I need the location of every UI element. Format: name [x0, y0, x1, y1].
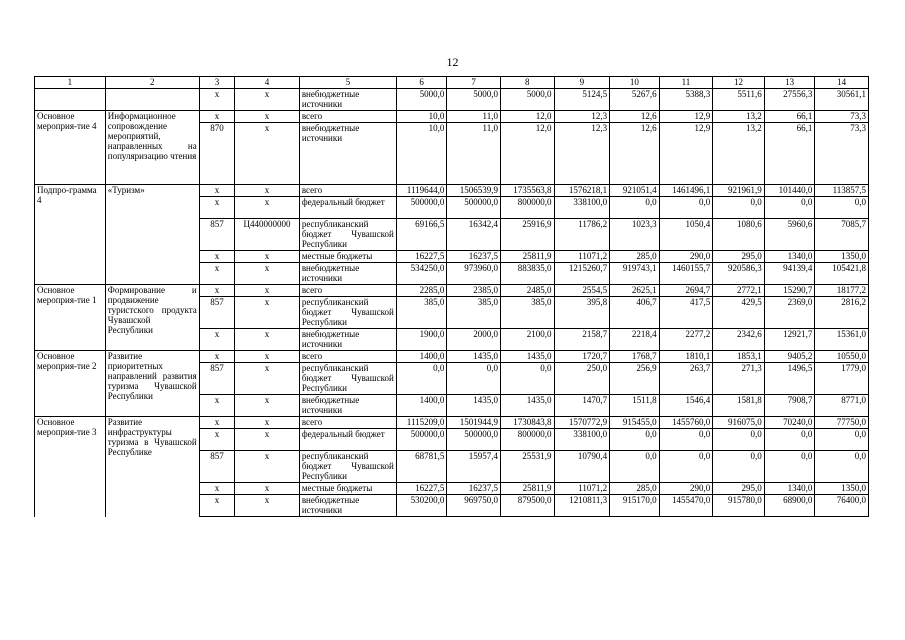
value-cell: 919743,1 [610, 263, 660, 285]
value-cell: 338100,0 [554, 429, 610, 451]
value-cell: 1023,3 [610, 219, 660, 251]
value-cell: 800000,0 [500, 197, 554, 219]
value-cell: 11,0 [447, 123, 501, 185]
value-cell: 12,9 [659, 111, 713, 123]
funding-source-cell: внебюджетные источники [299, 89, 396, 111]
event-name-cell: Основное мероприя-тие 1 [35, 285, 106, 351]
code-grbs-cell: х [199, 495, 234, 517]
value-cell: 1470,7 [554, 395, 610, 417]
value-cell: 13,2 [713, 123, 765, 185]
value-cell: 101440,0 [764, 185, 815, 197]
value-cell: 2158,7 [554, 329, 610, 351]
funding-source-cell: местные бюджеты [299, 483, 396, 495]
value-cell: 15957,4 [447, 451, 501, 483]
value-cell: 0,0 [713, 197, 765, 219]
event-description-cell: Развитие приоритетных направлений развития туризма Чувашской Республики [105, 351, 199, 417]
table-row [35, 111, 869, 123]
column-number: 9 [554, 77, 610, 89]
value-cell: 0,0 [764, 197, 815, 219]
value-cell: 295,0 [713, 251, 765, 263]
value-cell: 5000,0 [447, 89, 501, 111]
value-cell: 290,0 [659, 251, 713, 263]
value-cell: 921051,4 [610, 185, 660, 197]
value-cell: 406,7 [610, 297, 660, 329]
code-grbs-cell: 870 [199, 123, 234, 185]
value-cell: 1460155,7 [659, 263, 713, 285]
value-cell: 73,3 [815, 123, 869, 185]
value-cell: 1350,0 [815, 251, 869, 263]
code-grbs-cell: х [199, 111, 234, 123]
code-target-cell: х [235, 395, 300, 417]
code-target-cell: х [235, 351, 300, 363]
value-cell: 16237,5 [447, 483, 501, 495]
value-cell: 385,0 [500, 297, 554, 329]
column-number: 3 [199, 77, 234, 89]
event-description-cell: «Туризм» [105, 185, 199, 285]
value-cell: 12921,7 [764, 329, 815, 351]
code-target-cell: х [235, 263, 300, 285]
column-number: 12 [713, 77, 765, 89]
value-cell: 11071,2 [554, 251, 610, 263]
value-cell: 1115209,0 [396, 417, 447, 429]
value-cell: 5000,0 [500, 89, 554, 111]
value-cell: 500000,0 [447, 429, 501, 451]
funding-source-cell: внебюджетные источники [299, 263, 396, 285]
value-cell: 0,0 [764, 429, 815, 451]
value-cell: 0,0 [500, 363, 554, 395]
header-row [35, 77, 869, 89]
funding-source-cell: республиканский бюджет Чувашской Республики [299, 363, 396, 395]
value-cell: 1496,5 [764, 363, 815, 395]
value-cell: 0,0 [610, 197, 660, 219]
funding-source-cell: внебюджетные источники [299, 329, 396, 351]
value-cell: 1435,0 [447, 395, 501, 417]
value-cell: 0,0 [659, 197, 713, 219]
value-cell: 1511,8 [610, 395, 660, 417]
code-grbs-cell: 857 [199, 451, 234, 483]
value-cell: 1900,0 [396, 329, 447, 351]
code-grbs-cell: х [199, 89, 234, 111]
code-grbs-cell: х [199, 263, 234, 285]
value-cell: 1461496,1 [659, 185, 713, 197]
code-grbs-cell: х [199, 483, 234, 495]
value-cell: 250,0 [554, 363, 610, 395]
column-number: 13 [764, 77, 815, 89]
code-target-cell: х [235, 89, 300, 111]
value-cell: 338100,0 [554, 197, 610, 219]
funding-source-cell: федеральный бюджет [299, 429, 396, 451]
funding-source-cell: внебюджетные источники [299, 123, 396, 185]
value-cell: 1435,0 [500, 351, 554, 363]
value-cell: 2285,0 [396, 285, 447, 297]
value-cell: 1570772,9 [554, 417, 610, 429]
value-cell: 16342,4 [447, 219, 501, 251]
value-cell: 1581,8 [713, 395, 765, 417]
column-number: 11 [659, 77, 713, 89]
event-description-cell: Информационное сопровождение мероприятий, направленных на популяризацию чтения [105, 111, 199, 185]
value-cell: 1400,0 [396, 395, 447, 417]
value-cell: 1340,0 [764, 251, 815, 263]
event-name-cell: Подпро-грамма 4 [35, 185, 106, 285]
value-cell: 1730843,8 [500, 417, 554, 429]
column-number: 2 [105, 77, 199, 89]
code-grbs-cell: х [199, 417, 234, 429]
value-cell: 0,0 [610, 429, 660, 451]
funding-source-cell: всего [299, 111, 396, 123]
value-cell: 10550,0 [815, 351, 869, 363]
value-cell: 290,0 [659, 483, 713, 495]
value-cell: 2100,0 [500, 329, 554, 351]
value-cell: 25811,9 [500, 483, 554, 495]
funding-source-cell: федеральный бюджет [299, 197, 396, 219]
value-cell: 969750,0 [447, 495, 501, 517]
value-cell: 0,0 [815, 197, 869, 219]
value-cell: 8771,0 [815, 395, 869, 417]
code-grbs-cell: х [199, 185, 234, 197]
value-cell: 2342,6 [713, 329, 765, 351]
value-cell: 10,0 [396, 111, 447, 123]
value-cell: 5267,6 [610, 89, 660, 111]
code-target-cell: х [235, 329, 300, 351]
value-cell: 0,0 [713, 451, 765, 483]
funding-source-cell: всего [299, 285, 396, 297]
value-cell: 105421,8 [815, 263, 869, 285]
budget-table [34, 76, 869, 517]
table-row [35, 285, 869, 297]
value-cell: 12,0 [500, 111, 554, 123]
event-name-cell: Основное мероприя-тие 4 [35, 111, 106, 185]
value-cell: 1400,0 [396, 351, 447, 363]
column-number: 14 [815, 77, 869, 89]
value-cell: 915780,0 [713, 495, 765, 517]
table-row [35, 89, 869, 111]
value-cell: 0,0 [815, 429, 869, 451]
value-cell: 15290,7 [764, 285, 815, 297]
value-cell: 1506539,9 [447, 185, 501, 197]
value-cell: 385,0 [396, 297, 447, 329]
value-cell: 1501944,9 [447, 417, 501, 429]
value-cell: 5000,0 [396, 89, 447, 111]
code-grbs-cell: х [199, 251, 234, 263]
value-cell: 1853,1 [713, 351, 765, 363]
code-target-cell: х [235, 417, 300, 429]
value-cell: 70240,0 [764, 417, 815, 429]
value-cell: 271,3 [713, 363, 765, 395]
value-cell: 1215260,7 [554, 263, 610, 285]
value-cell: 1119644,0 [396, 185, 447, 197]
value-cell: 9405,2 [764, 351, 815, 363]
value-cell: 2625,1 [610, 285, 660, 297]
column-number: 5 [299, 77, 396, 89]
value-cell: 1080,6 [713, 219, 765, 251]
funding-source-cell: внебюджетные источники [299, 495, 396, 517]
value-cell: 12,3 [554, 111, 610, 123]
value-cell: 500000,0 [447, 197, 501, 219]
code-grbs-cell: х [199, 329, 234, 351]
code-target-cell: х [235, 297, 300, 329]
value-cell: 1350,0 [815, 483, 869, 495]
code-target-cell: х [235, 197, 300, 219]
value-cell: 2485,0 [500, 285, 554, 297]
table-row [35, 185, 869, 197]
event-name-cell: Основное мероприя-тие 3 [35, 417, 106, 517]
code-grbs-cell: х [199, 197, 234, 219]
code-target-cell: х [235, 451, 300, 483]
value-cell: 0,0 [396, 363, 447, 395]
event-description-cell [105, 89, 199, 111]
value-cell: 16227,5 [396, 483, 447, 495]
value-cell: 295,0 [713, 483, 765, 495]
code-grbs-cell: 857 [199, 219, 234, 251]
code-grbs-cell: х [199, 429, 234, 451]
event-name-cell [35, 89, 106, 111]
value-cell: 2369,0 [764, 297, 815, 329]
value-cell: 2816,2 [815, 297, 869, 329]
value-cell: 68781,5 [396, 451, 447, 483]
funding-source-cell: всего [299, 185, 396, 197]
value-cell: 500000,0 [396, 429, 447, 451]
table-row [35, 351, 869, 363]
code-grbs-cell: 857 [199, 297, 234, 329]
funding-source-cell: всего [299, 417, 396, 429]
column-number: 10 [610, 77, 660, 89]
value-cell: 2385,0 [447, 285, 501, 297]
value-cell: 263,7 [659, 363, 713, 395]
code-target-cell: х [235, 123, 300, 185]
code-grbs-cell: 857 [199, 363, 234, 395]
code-grbs-cell: х [199, 395, 234, 417]
value-cell: 7085,7 [815, 219, 869, 251]
value-cell: 1435,0 [500, 395, 554, 417]
value-cell: 25531,9 [500, 451, 554, 483]
value-cell: 25811,9 [500, 251, 554, 263]
value-cell: 915170,0 [610, 495, 660, 517]
table-row [35, 417, 869, 429]
funding-source-cell: внебюджетные источники [299, 395, 396, 417]
value-cell: 0,0 [815, 451, 869, 483]
column-number: 8 [500, 77, 554, 89]
value-cell: 13,2 [713, 111, 765, 123]
value-cell: 68900,0 [764, 495, 815, 517]
value-cell: 30561,1 [815, 89, 869, 111]
funding-source-cell: республиканский бюджет Чувашской Республики [299, 451, 396, 483]
value-cell: 10,0 [396, 123, 447, 185]
value-cell: 12,0 [500, 123, 554, 185]
code-target-cell: х [235, 185, 300, 197]
code-target-cell: х [235, 251, 300, 263]
column-number: 7 [447, 77, 501, 89]
value-cell: 1455760,0 [659, 417, 713, 429]
value-cell: 2277,2 [659, 329, 713, 351]
value-cell: 0,0 [713, 429, 765, 451]
value-cell: 10790,4 [554, 451, 610, 483]
event-name-cell: Основное мероприя-тие 2 [35, 351, 106, 417]
value-cell: 1435,0 [447, 351, 501, 363]
value-cell: 1546,4 [659, 395, 713, 417]
value-cell: 25916,9 [500, 219, 554, 251]
value-cell: 12,9 [659, 123, 713, 185]
value-cell: 16227,5 [396, 251, 447, 263]
value-cell: 429,5 [713, 297, 765, 329]
value-cell: 1768,7 [610, 351, 660, 363]
value-cell: 2000,0 [447, 329, 501, 351]
value-cell: 1455470,0 [659, 495, 713, 517]
value-cell: 1576218,1 [554, 185, 610, 197]
value-cell: 0,0 [610, 451, 660, 483]
value-cell: 15361,0 [815, 329, 869, 351]
value-cell: 69166,5 [396, 219, 447, 251]
value-cell: 18177,2 [815, 285, 869, 297]
value-cell: 11786,2 [554, 219, 610, 251]
value-cell: 5511,6 [713, 89, 765, 111]
value-cell: 883835,0 [500, 263, 554, 285]
value-cell: 1340,0 [764, 483, 815, 495]
value-cell: 12,6 [610, 123, 660, 185]
column-number: 6 [396, 77, 447, 89]
value-cell: 12,6 [610, 111, 660, 123]
value-cell: 916075,0 [713, 417, 765, 429]
value-cell: 1810,1 [659, 351, 713, 363]
value-cell: 2554,5 [554, 285, 610, 297]
value-cell: 113857,5 [815, 185, 869, 197]
code-target-cell: х [235, 285, 300, 297]
value-cell: 1050,4 [659, 219, 713, 251]
code-target-cell: Ц440000000 [235, 219, 300, 251]
value-cell: 385,0 [447, 297, 501, 329]
code-grbs-cell: х [199, 285, 234, 297]
value-cell: 27556,3 [764, 89, 815, 111]
value-cell: 2694,7 [659, 285, 713, 297]
funding-source-cell: всего [299, 351, 396, 363]
code-target-cell: х [235, 363, 300, 395]
value-cell: 500000,0 [396, 197, 447, 219]
value-cell: 1720,7 [554, 351, 610, 363]
code-target-cell: х [235, 429, 300, 451]
value-cell: 1735563,8 [500, 185, 554, 197]
value-cell: 0,0 [659, 429, 713, 451]
value-cell: 0,0 [447, 363, 501, 395]
funding-source-cell: республиканский бюджет Чувашской Республики [299, 297, 396, 329]
code-target-cell: х [235, 111, 300, 123]
value-cell: 1779,0 [815, 363, 869, 395]
value-cell: 973960,0 [447, 263, 501, 285]
value-cell: 417,5 [659, 297, 713, 329]
value-cell: 0,0 [764, 451, 815, 483]
value-cell: 73,3 [815, 111, 869, 123]
event-description-cell: Формирование и продвижение туристского продукта Чувашской Республики [105, 285, 199, 351]
value-cell: 256,9 [610, 363, 660, 395]
value-cell: 76400,0 [815, 495, 869, 517]
value-cell: 66,1 [764, 111, 815, 123]
code-target-cell: х [235, 483, 300, 495]
value-cell: 11071,2 [554, 483, 610, 495]
funding-source-cell: республиканский бюджет Чувашской Республики [299, 219, 396, 251]
value-cell: 16237,5 [447, 251, 501, 263]
value-cell: 915455,0 [610, 417, 660, 429]
value-cell: 800000,0 [500, 429, 554, 451]
value-cell: 285,0 [610, 483, 660, 495]
value-cell: 11,0 [447, 111, 501, 123]
value-cell: 7908,7 [764, 395, 815, 417]
value-cell: 5124,5 [554, 89, 610, 111]
value-cell: 0,0 [659, 451, 713, 483]
code-target-cell: х [235, 495, 300, 517]
funding-source-cell: местные бюджеты [299, 251, 396, 263]
value-cell: 920586,3 [713, 263, 765, 285]
column-number: 4 [235, 77, 300, 89]
event-description-cell: Развитие инфраструктуры туризма в Чувашской Республике [105, 417, 199, 517]
value-cell: 285,0 [610, 251, 660, 263]
value-cell: 395,8 [554, 297, 610, 329]
value-cell: 12,3 [554, 123, 610, 185]
page-number: 12 [446, 55, 459, 69]
value-cell: 5960,6 [764, 219, 815, 251]
value-cell: 5388,3 [659, 89, 713, 111]
value-cell: 879500,0 [500, 495, 554, 517]
value-cell: 2772,1 [713, 285, 765, 297]
value-cell: 77750,0 [815, 417, 869, 429]
value-cell: 94139,4 [764, 263, 815, 285]
column-number: 1 [35, 77, 106, 89]
value-cell: 2218,4 [610, 329, 660, 351]
code-grbs-cell: х [199, 351, 234, 363]
value-cell: 530200,0 [396, 495, 447, 517]
value-cell: 921961,9 [713, 185, 765, 197]
value-cell: 534250,0 [396, 263, 447, 285]
value-cell: 66,1 [764, 123, 815, 185]
value-cell: 1210811,3 [554, 495, 610, 517]
